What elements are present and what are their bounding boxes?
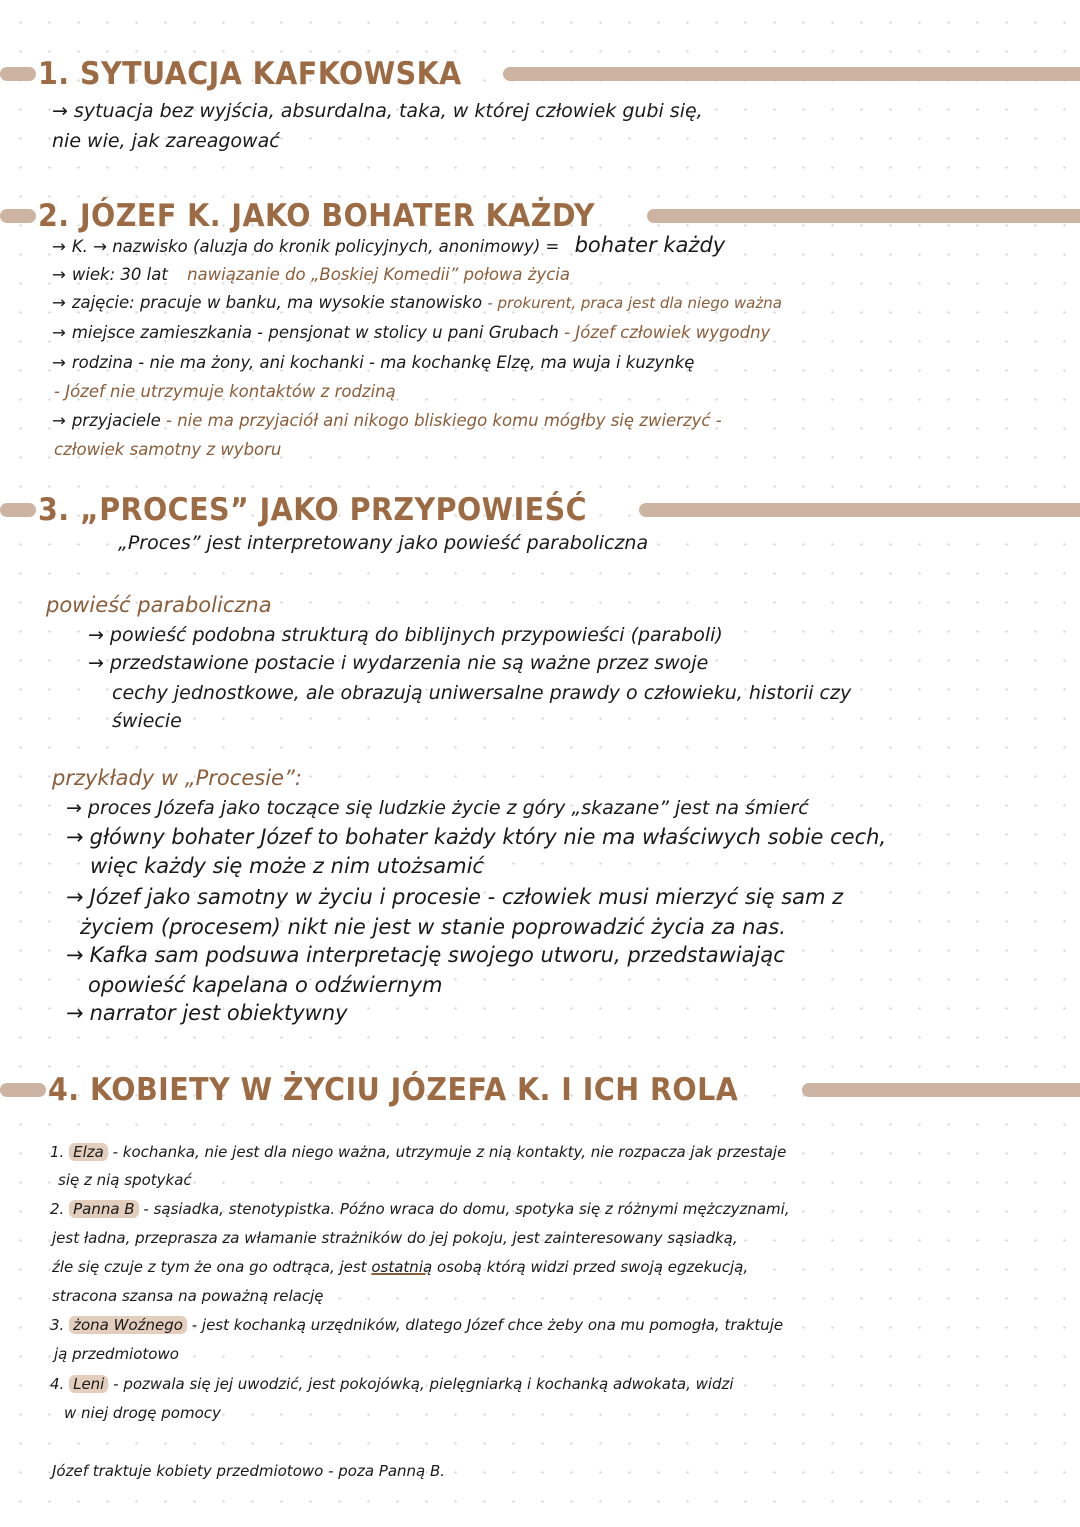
arrow-icon: →: [66, 885, 84, 909]
arrow-icon: →: [88, 624, 104, 646]
parable-line-2: → przedstawione postacie i wydarzenia nie są ważne przez swoje: [88, 652, 709, 674]
example-line-1: → proces Józefa jako toczące się ludzkie życie z góry „skazane” jest na śmierć: [66, 797, 809, 819]
section-2-line-7: → przyjaciele - nie ma przyjaciół ani nikogo bliskiego komu mógłby się zwierzyć -: [52, 411, 722, 430]
woman-3-line-1: 3. żona Woźnego - jest kochanką urzędników, dlatego Józef chce żeby ona mu pomogła, traktuje: [50, 1316, 784, 1334]
section-2-line-2: → wiek: 30 lat nawiązanie do „Boskiej Komedii” połowa życia: [52, 265, 570, 284]
heading-bar-left: [0, 67, 36, 81]
heading-bar-left: [0, 209, 36, 223]
section-3-heading: [0, 488, 1080, 532]
woman-2-line-3: źle się czuje z tym że ona go odtrąca, jest ostatnią osobą którą widzi przed swoją egzekucją,: [52, 1258, 749, 1276]
woman-2-line-4: stracona szansa na poważną relację: [52, 1287, 324, 1305]
name-highlight-zona-woznego: żona Woźnego: [69, 1316, 187, 1334]
example-line-6: → Kafka sam podsuwa interpretację swojego utworu, przedstawiając: [66, 943, 785, 967]
bohater-kazdy-label: bohater każdy: [574, 233, 726, 257]
name-highlight-leni: Leni: [69, 1375, 108, 1393]
name-highlight-elza: Elza: [69, 1143, 108, 1161]
section-4-summary: Józef traktuje kobiety przedmiotowo - poza Panną B.: [52, 1462, 446, 1480]
woman-2-line-2: jest ładna, przeprasza za włamanie strażników do jej pokoju, jest zainteresowany sąsiadką,: [52, 1229, 738, 1247]
section-2-line-1: → K. → nazwisko (aluzja do kronik policyjnych, anonimowy) = bohater każdy: [52, 233, 726, 257]
section-title: 4. KOBIETY W ŻYCIU JÓZEFA K. I ICH ROLA: [48, 1072, 739, 1108]
section-2-line-3: → zajęcie: pracuje w banku, ma wysokie stanowisko - prokurent, praca jest dla niego ważna: [52, 293, 782, 312]
subsection-label-examples: przykłady w „Procesie”:: [52, 766, 302, 790]
section-3-intro: „Proces” jest interpretowany jako powieść paraboliczna: [118, 532, 649, 554]
heading-bar-left: [0, 503, 36, 517]
example-line-8: → narrator jest obiektywny: [66, 1001, 348, 1025]
woman-1-line-1: 1. Elza - kochanka, nie jest dla niego ważna, utrzymuje z nią kontakty, nie rozpacza jak przestaje: [50, 1143, 787, 1161]
arrow-icon: →: [66, 797, 82, 819]
section-title: 2. JÓZEF K. JAKO BOHATER KAŻDY: [38, 198, 596, 234]
parable-line-4: świecie: [112, 710, 182, 732]
section-2-line-8: człowiek samotny z wyboru: [54, 440, 282, 459]
section-1-heading: [0, 52, 1080, 96]
note: nawiązanie do „Boskiej Komedii” połowa życia: [187, 265, 570, 284]
example-line-3: więc każdy się może z nim utożsamić: [90, 854, 484, 878]
section-title: 1. SYTUACJA KAFKOWSKA: [38, 56, 462, 92]
arrow-icon: →: [88, 652, 104, 674]
arrow-icon: →: [52, 265, 66, 284]
example-line-7: opowieść kapelana o odźwiernym: [88, 973, 443, 997]
heading-bar-right: [639, 503, 1080, 517]
note: - Józef człowiek wygodny: [564, 323, 771, 342]
note: - nie ma przyjaciół ani nikogo bliskiego komu mógłby się zwierzyć -: [166, 411, 722, 430]
arrow-icon: →: [52, 100, 68, 122]
woman-4-line-1: 4. Leni - pozwala się jej uwodzić, jest pokojówką, pielęgniarką i kochanką adwokata, widzi: [50, 1375, 734, 1393]
arrow-icon: →: [52, 353, 66, 372]
example-line-2: → główny bohater Józef to bohater każdy który nie ma właściwych sobie cech,: [66, 825, 887, 849]
section-2-line-4: → miejsce zamieszkania - pensjonat w stolicy u pani Grubach - Józef człowiek wygodny: [52, 323, 771, 342]
section-1-line-2: nie wie, jak zareagować: [52, 130, 280, 152]
parable-line-1: → powieść podobna strukturą do biblijnych przypowieści (paraboli): [88, 624, 723, 646]
arrow-icon: →: [66, 943, 84, 967]
parable-line-3: cechy jednostkowe, ale obrazują uniwersalne prawdy o człowieku, historii czy: [112, 682, 852, 704]
example-line-5: życiem (procesem) nikt nie jest w stanie poprowadzić życia za nas.: [80, 915, 786, 939]
arrow-icon: →: [66, 825, 84, 849]
example-line-4: → Józef jako samotny w życiu i procesie - człowiek musi mierzyć się sam z: [66, 885, 844, 909]
section-2-line-6: - Józef nie utrzymuje kontaktów z rodziną: [54, 382, 396, 401]
arrow-icon: →: [52, 237, 66, 256]
section-2-line-5: → rodzina - nie ma żony, ani kochanki - ma kochankę Elzę, ma wuja i kuzynkę: [52, 353, 695, 372]
heading-bar-right: [802, 1083, 1080, 1097]
underlined-word: ostatnią: [371, 1258, 433, 1276]
arrow-icon: →: [52, 411, 66, 430]
heading-bar-right: [503, 67, 1080, 81]
arrow-icon: →: [52, 323, 66, 342]
name-highlight-panna-b: Panna B: [69, 1200, 139, 1218]
woman-4-line-2: w niej drogę pomocy: [64, 1404, 221, 1422]
section-1-line-1: → sytuacja bez wyjścia, absurdalna, taka, w której człowiek gubi się,: [52, 100, 703, 122]
heading-bar-left: [0, 1083, 46, 1097]
woman-2-line-1: 2. Panna B - sąsiadka, stenotypistka. Późno wraca do domu, spotyka się z różnymi mężczyznami,: [50, 1200, 790, 1218]
woman-3-line-2: ją przedmiotowo: [54, 1345, 179, 1363]
woman-1-line-2: się z nią spotykać: [58, 1171, 192, 1189]
arrow-icon: →: [66, 1001, 84, 1025]
arrow-icon: →: [52, 293, 66, 312]
heading-bar-right: [647, 209, 1080, 223]
section-4-heading: [0, 1068, 1080, 1112]
subsection-label-powiesc-paraboliczna: powieść paraboliczna: [46, 593, 272, 617]
note: - prokurent, praca jest dla niego ważna: [487, 294, 782, 312]
section-title: 3. „PROCES” JAKO PRZYPOWIEŚĆ: [38, 492, 588, 528]
